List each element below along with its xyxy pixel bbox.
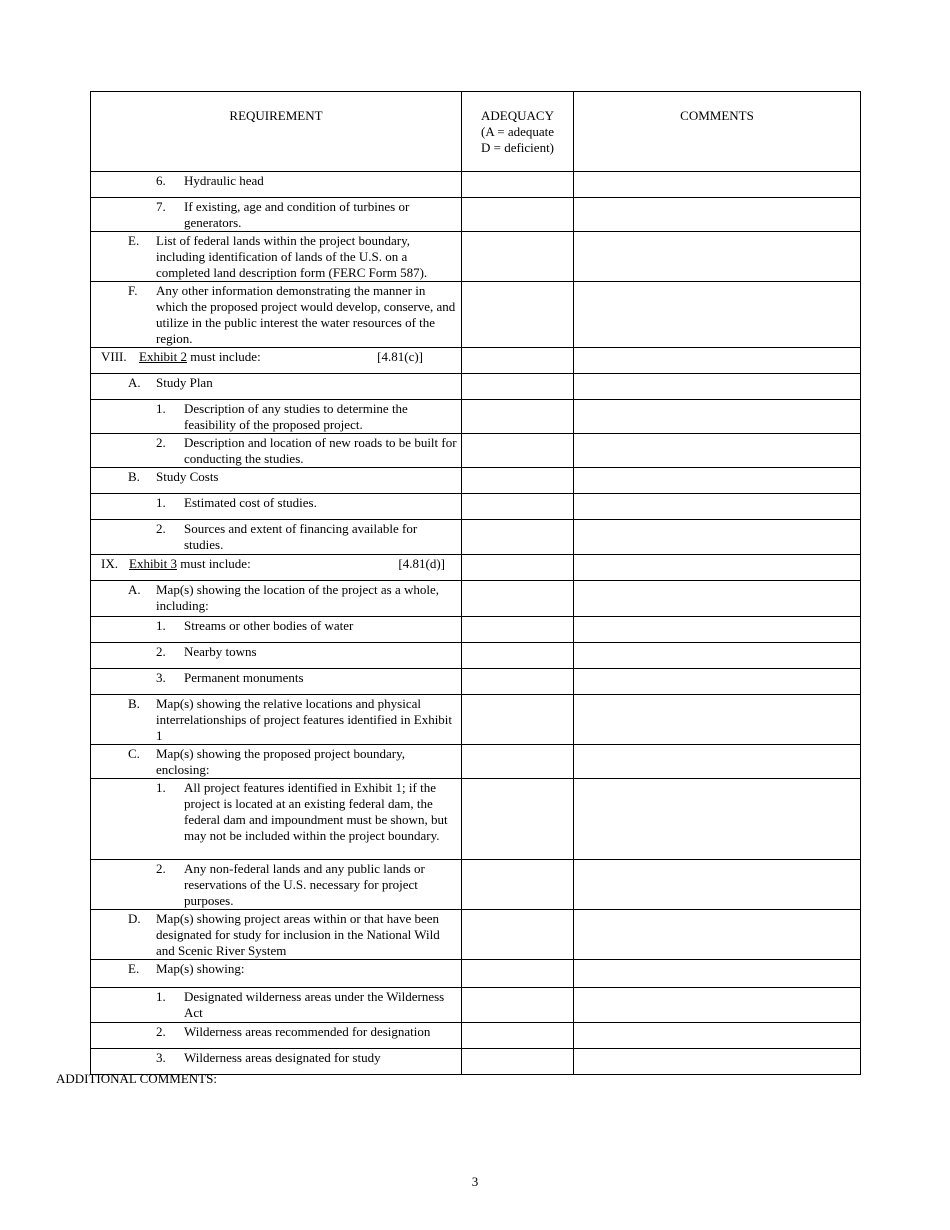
adequacy-cell[interactable] — [462, 779, 574, 860]
item-text: Map(s) showing: — [156, 961, 245, 976]
requirement-subitem — [95, 199, 457, 231]
item-text: Nearby towns — [184, 644, 257, 659]
item-text: Description and location of new roads to be built for conducting the studies. — [184, 435, 457, 466]
item-number: B. — [128, 696, 140, 711]
exhibit-link-text: Exhibit 3 — [129, 556, 178, 571]
requirement-item — [95, 911, 457, 959]
comments-cell[interactable] — [574, 745, 861, 779]
adequacy-cell[interactable] — [462, 669, 574, 695]
requirement-cell — [91, 581, 462, 617]
item-number: C. — [128, 746, 140, 761]
comments-cell[interactable] — [574, 1049, 861, 1075]
comments-cell[interactable] — [574, 348, 861, 374]
table-row — [91, 1023, 861, 1049]
requirement-item — [95, 746, 457, 778]
comments-cell[interactable] — [574, 988, 861, 1023]
item-number: 1. — [156, 495, 166, 510]
item-text: Designated wilderness areas under the Wilderness Act — [184, 989, 445, 1020]
comments-cell[interactable] — [574, 669, 861, 695]
table-row — [91, 745, 861, 779]
adequacy-cell[interactable] — [462, 468, 574, 494]
table-row — [91, 494, 861, 520]
item-text: Wilderness areas designated for study — [184, 1050, 381, 1065]
table-row — [91, 434, 861, 468]
item-number: 2. — [156, 1024, 166, 1039]
item-number: 1. — [156, 989, 166, 1004]
item-number: 1. — [156, 401, 166, 416]
table-row — [91, 172, 861, 198]
comments-cell[interactable] — [574, 695, 861, 745]
adequacy-cell[interactable] — [462, 643, 574, 669]
item-number: B. — [128, 469, 140, 484]
page-number: 3 — [471, 1174, 479, 1189]
requirement-subitem — [95, 618, 457, 634]
adequacy-cell[interactable] — [462, 348, 574, 374]
table-row — [91, 779, 861, 860]
item-number: 2. — [156, 521, 166, 536]
adequacy-cell[interactable] — [462, 494, 574, 520]
requirement-cell — [91, 695, 462, 745]
section-heading — [95, 556, 457, 572]
requirement-item — [95, 582, 457, 614]
requirement-cell — [91, 643, 462, 669]
item-number: D. — [128, 911, 141, 926]
item-number: A. — [128, 582, 141, 597]
item-text: Study Costs — [156, 469, 219, 484]
comments-cell[interactable] — [574, 860, 861, 910]
requirement-subitem — [95, 521, 457, 553]
regulation-citation: [4.81(c)] — [377, 349, 423, 364]
table-header-row — [91, 92, 861, 172]
item-text: Study Plan — [156, 375, 213, 390]
adequacy-cell[interactable] — [462, 960, 574, 988]
requirement-cell — [91, 960, 462, 988]
table-row — [91, 581, 861, 617]
requirement-subitem — [95, 670, 457, 686]
requirement-item — [95, 375, 457, 391]
requirement-cell — [91, 617, 462, 643]
table-row — [91, 198, 861, 232]
requirement-item — [95, 696, 457, 744]
requirement-cell — [91, 669, 462, 695]
section-heading — [95, 349, 457, 365]
item-text: Streams or other bodies of water — [184, 618, 354, 633]
adequacy-cell[interactable] — [462, 581, 574, 617]
item-text: Map(s) showing the location of the project as a whole, including: — [156, 582, 440, 613]
adequacy-cell[interactable] — [462, 198, 574, 232]
comments-cell[interactable] — [574, 400, 861, 434]
requirements-table — [90, 91, 861, 1075]
item-text: If existing, age and condition of turbines or generators. — [184, 199, 410, 230]
header-comments: COMMENTS — [574, 92, 861, 172]
header-adequacy — [462, 92, 574, 172]
exhibit-link-text: Exhibit 2 — [139, 349, 188, 364]
header-adequacy-line1: ADEQUACY — [481, 108, 554, 123]
regulation-citation: [4.81(d)] — [398, 556, 445, 571]
requirement-subitem — [95, 989, 457, 1021]
table-row — [91, 695, 861, 745]
section-rest-text: must include: — [177, 556, 251, 571]
requirement-cell — [91, 910, 462, 960]
item-number: E. — [128, 961, 140, 976]
requirement-cell — [91, 494, 462, 520]
section-rest-text: must include: — [187, 349, 261, 364]
comments-cell[interactable] — [574, 172, 861, 198]
table-row — [91, 555, 861, 581]
adequacy-cell[interactable] — [462, 520, 574, 555]
adequacy-cell[interactable] — [462, 374, 574, 400]
requirement-cell — [91, 374, 462, 400]
comments-cell[interactable] — [574, 1023, 861, 1049]
table-row — [91, 643, 861, 669]
table-row — [91, 374, 861, 400]
requirement-cell — [91, 400, 462, 434]
section-text — [129, 556, 398, 572]
comments-cell[interactable] — [574, 468, 861, 494]
requirement-subitem — [95, 173, 457, 189]
adequacy-cell[interactable] — [462, 172, 574, 198]
requirement-cell — [91, 198, 462, 232]
item-text: Map(s) showing the proposed project boundary, enclosing: — [156, 746, 405, 777]
item-text: Sources and extent of financing available for studies. — [184, 521, 418, 552]
table-row — [91, 960, 861, 988]
adequacy-cell[interactable] — [462, 695, 574, 745]
adequacy-cell[interactable] — [462, 910, 574, 960]
item-number: 6. — [156, 173, 166, 188]
requirement-subitem — [95, 401, 457, 433]
requirement-item — [95, 233, 457, 281]
requirement-cell — [91, 555, 462, 581]
adequacy-cell[interactable] — [462, 860, 574, 910]
comments-cell[interactable] — [574, 779, 861, 860]
item-number: 1. — [156, 780, 166, 795]
requirement-subitem — [95, 1024, 457, 1040]
item-number: 2. — [156, 435, 166, 450]
item-number: 3. — [156, 670, 166, 685]
item-number: 2. — [156, 644, 166, 659]
adequacy-cell[interactable] — [462, 1023, 574, 1049]
item-text: Estimated cost of studies. — [184, 495, 317, 510]
requirement-cell — [91, 1023, 462, 1049]
adequacy-cell[interactable] — [462, 988, 574, 1023]
adequacy-cell[interactable] — [462, 232, 574, 282]
requirement-subitem — [95, 435, 457, 467]
adequacy-cell[interactable] — [462, 617, 574, 643]
requirement-cell — [91, 282, 462, 348]
requirement-subitem — [95, 861, 457, 909]
adequacy-cell[interactable] — [462, 434, 574, 468]
section-number: IX. — [101, 556, 118, 571]
adequacy-cell[interactable] — [462, 282, 574, 348]
requirement-item — [95, 283, 457, 347]
table-row — [91, 232, 861, 282]
header-adequacy-line3: D = deficient) — [480, 140, 555, 155]
item-text: List of federal lands within the project boundary, including identification of lands of the U.S. on a completed land description form (FERC Form 587). — [156, 233, 428, 280]
requirement-subitem — [95, 1050, 457, 1066]
table-row — [91, 910, 861, 960]
adequacy-cell[interactable] — [462, 555, 574, 581]
requirement-cell — [91, 348, 462, 374]
requirement-cell — [91, 988, 462, 1023]
item-number: 7. — [156, 199, 166, 214]
comments-cell[interactable] — [574, 232, 861, 282]
requirement-cell — [91, 232, 462, 282]
requirement-subitem — [95, 495, 457, 511]
item-text: Any other information demonstrating the manner in which the proposed project would develop, conserve, and utilize in the public interest the water resources of the region. — [156, 283, 456, 346]
requirement-cell — [91, 860, 462, 910]
requirement-cell — [91, 468, 462, 494]
requirement-item — [95, 469, 457, 485]
adequacy-cell[interactable] — [462, 1049, 574, 1075]
comments-cell[interactable] — [574, 910, 861, 960]
table-row — [91, 669, 861, 695]
table-row — [91, 282, 861, 348]
requirement-subitem — [95, 780, 457, 844]
comments-cell[interactable] — [574, 374, 861, 400]
table-row — [91, 617, 861, 643]
requirement-item — [95, 961, 457, 977]
header-adequacy-line2: (A = adequate — [480, 124, 555, 139]
item-text: Hydraulic head — [184, 173, 264, 188]
table-row — [91, 988, 861, 1023]
section-number: VIII. — [101, 349, 127, 364]
additional-comments-label: ADDITIONAL COMMENTS: — [56, 1071, 217, 1086]
item-text: All project features identified in Exhibit 1; if the project is located at an existing federal dam, the federal dam and impoundment must be shown, but may not be included within the project boundary. — [184, 780, 448, 843]
item-text: Any non-federal lands and any public lands or reservations of the U.S. necessary for project purposes. — [184, 861, 425, 908]
item-number: 3. — [156, 1050, 166, 1065]
comments-cell[interactable] — [574, 643, 861, 669]
requirements-table-body — [91, 92, 861, 1075]
requirement-cell — [91, 745, 462, 779]
requirement-cell — [91, 520, 462, 555]
item-number: A. — [128, 375, 141, 390]
requirement-subitem — [95, 644, 457, 660]
table-row — [91, 400, 861, 434]
item-text: Wilderness areas recommended for designation — [184, 1024, 431, 1039]
item-text: Permanent monuments — [184, 670, 304, 685]
item-text: Map(s) showing project areas within or that have been designated for study for inclusion in the National Wild and Scenic River System — [156, 911, 440, 958]
table-row — [91, 348, 861, 374]
item-text: Description of any studies to determine the feasibility of the proposed project. — [184, 401, 408, 432]
requirement-cell — [91, 779, 462, 860]
table-row — [91, 468, 861, 494]
item-number: E. — [128, 233, 140, 248]
adequacy-cell[interactable] — [462, 400, 574, 434]
item-number: F. — [128, 283, 138, 298]
comments-cell[interactable] — [574, 617, 861, 643]
section-text — [139, 349, 377, 365]
comments-cell[interactable] — [574, 520, 861, 555]
comments-cell[interactable] — [574, 198, 861, 232]
comments-cell[interactable] — [574, 434, 861, 468]
item-text: Map(s) showing the relative locations and physical interrelationships of project features identified in Exhibit 1 — [156, 696, 453, 743]
comments-cell[interactable] — [574, 581, 861, 617]
header-requirement: REQUIREMENT — [91, 92, 462, 172]
adequacy-cell[interactable] — [462, 745, 574, 779]
table-row — [91, 520, 861, 555]
requirement-cell — [91, 172, 462, 198]
comments-cell[interactable] — [574, 960, 861, 988]
table-row — [91, 860, 861, 910]
comments-cell[interactable] — [574, 282, 861, 348]
comments-cell[interactable] — [574, 555, 861, 581]
item-number: 2. — [156, 861, 166, 876]
comments-cell[interactable] — [574, 494, 861, 520]
requirement-cell — [91, 434, 462, 468]
item-number: 1. — [156, 618, 166, 633]
